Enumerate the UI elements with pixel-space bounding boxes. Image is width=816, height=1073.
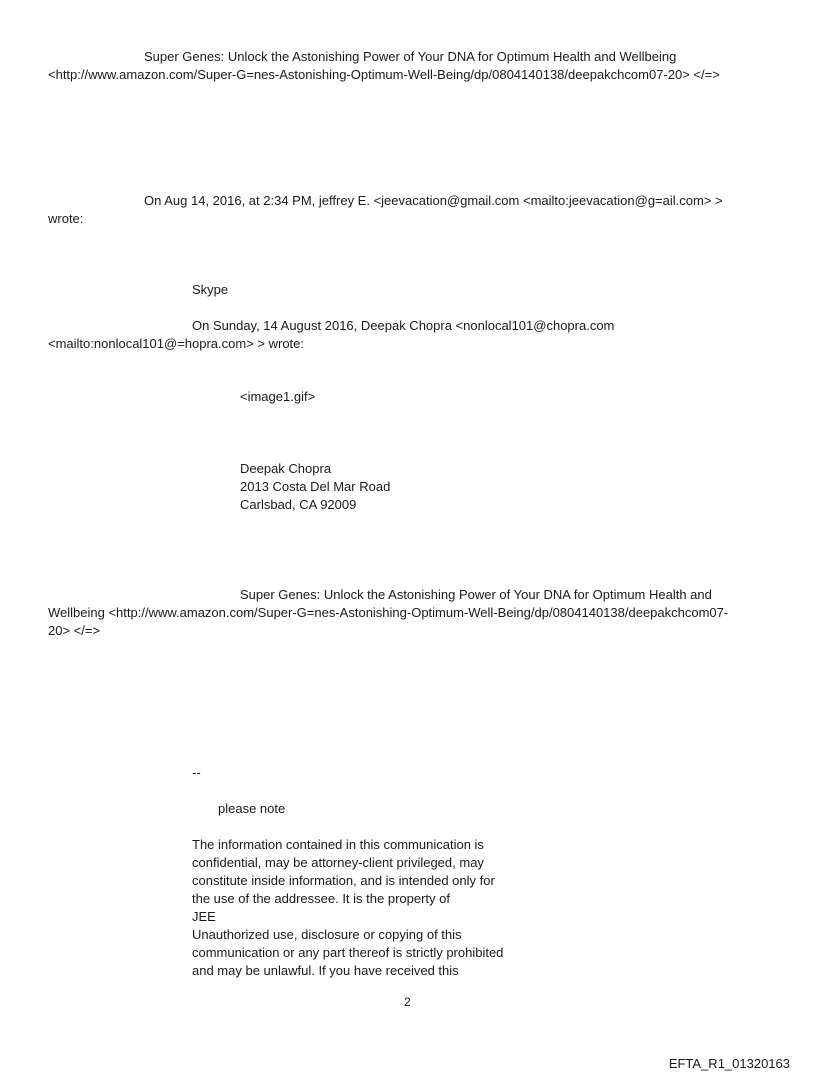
notice-line: JEE [192,909,216,924]
book-title-line: Super Genes: Unlock the Astonishing Power of Your DNA for Optimum Health and Wellbeing [144,49,677,64]
book-title-line: Super Genes: Unlock the Astonishing Power of Your DNA for Optimum Health and [240,587,712,602]
message-body-text: Skype [192,282,229,297]
signature-city: Carlsbad, CA 92009 [240,497,357,512]
quoted-header-wrote: <mailto:nonlocal101@=hopra.com> > wrote: [48,336,305,351]
document-id: EFTA_R1_01320163 [668,1056,790,1071]
book-link[interactable]: <http://www.amazon.com/Super-G=nes-Astonishing-Optimum-Well-Being/dp/0804140138/deepakchcom07-20> </=> [48,67,720,82]
signature-name: Deepak Chopra [240,461,332,476]
signature-separator: -- [192,765,201,780]
notice-line: constitute inside information, and is intended only for [192,873,495,888]
notice-line: and may be unlawful. If you have received this [192,963,459,978]
image-attachment-placeholder: <image1.gif> [240,389,316,404]
reply-header-wrote: wrote: [48,211,84,226]
reply-header: On Aug 14, 2016, at 2:34 PM, jeffrey E. <jeevacation@gmail.com <mailto:jeevacation@g=ail.com> > [144,193,723,208]
signature-street: 2013 Costa Del Mar Road [240,479,391,494]
book-link-end: 20> </=> [48,623,101,638]
notice-line: The information contained in this communication is [192,837,484,852]
signature-block [240,460,390,514]
confidentiality-notice [192,836,532,980]
notice-line: confidential, may be attorney-client privileged, may [192,855,484,870]
notice-line: the use of the addressee. It is the property of [192,891,450,906]
notice-line: communication or any part thereof is strictly prohibited [192,945,504,960]
please-note-heading: please note [218,801,286,816]
book-link[interactable]: Wellbeing <http://www.amazon.com/Super-G=nes-Astonishing-Optimum-Well-Being/dp/0804140138/deepakchcom07- [48,605,729,620]
notice-line: Unauthorized use, disclosure or copying of this [192,927,462,942]
quoted-header: On Sunday, 14 August 2016, Deepak Chopra <nonlocal101@chopra.com [192,318,615,333]
page-number: 2 [404,995,411,1009]
